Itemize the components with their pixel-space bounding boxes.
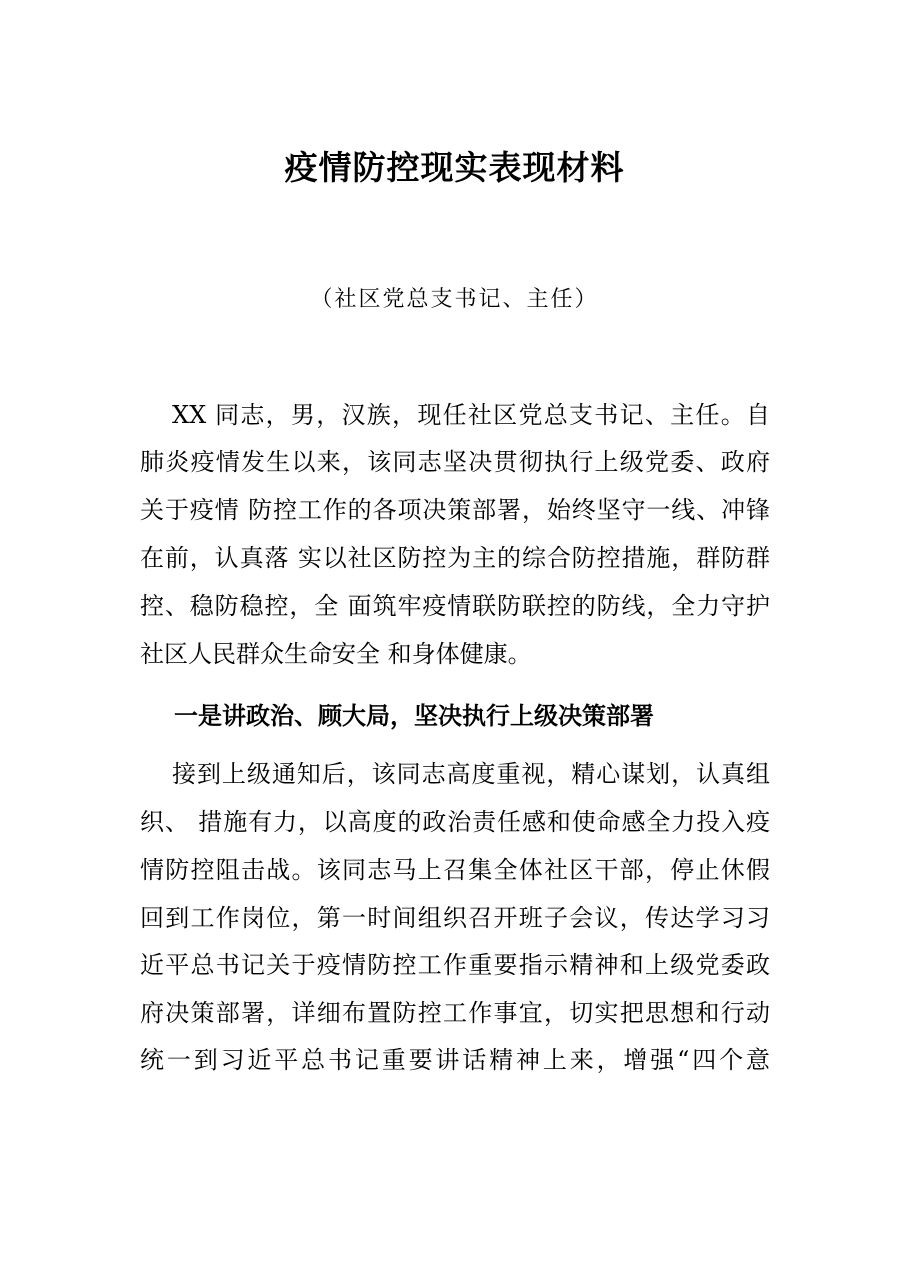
paragraph-line: 统一到习近平总书记重要讲话精神上来，增强“四个意 [140,1046,770,1074]
section-heading: 一是讲政治、顾大局，坚决执行上级决策部署 [174,701,654,730]
paragraph-line: XX 同志，男，汉族，现任社区党总支书记、主任。自 [172,401,770,429]
paragraph-line: 近平总书记关于疫情防控工作重要指示精神和上级党委政 [140,951,770,979]
paragraph-line: 府决策部署，详细布置防控工作事宜，切实把思想和行动 [140,999,770,1027]
paragraph-line: 回到工作岗位，第一时间组织召开班子会议，传达学习习 [140,904,770,932]
paragraph-line: 在前，认真落 实以社区防控为主的综合防控措施，群防群 [140,544,770,572]
paragraph-line: 控、稳防稳控，全 面筑牢疫情联防联控的防线，全力守护 [140,592,770,620]
paragraph-line: 关于疫情 防控工作的各项决策部署，始终坚守一线、冲锋 [140,496,770,524]
paragraph-line: 肺炎疫情发生以来，该同志坚决贯彻执行上级党委、政府 [140,448,770,476]
paragraph-line: 情防控阻击战。该同志马上召集全体社区干部，停止休假 [140,856,770,884]
paragraph-line: 社区人民群众生命安全 和身体健康。 [140,640,532,668]
paragraph-line: 接到上级通知后，该同志高度重视，精心谋划，认真组 [172,760,770,788]
paragraph-line: 织、 措施有力，以高度的政治责任感和使命感全力投入疫 [140,808,770,836]
document-subtitle: （社区党总支书记、主任） [310,287,599,312]
document-title: 疫情防控现实表现材料 [284,148,625,187]
